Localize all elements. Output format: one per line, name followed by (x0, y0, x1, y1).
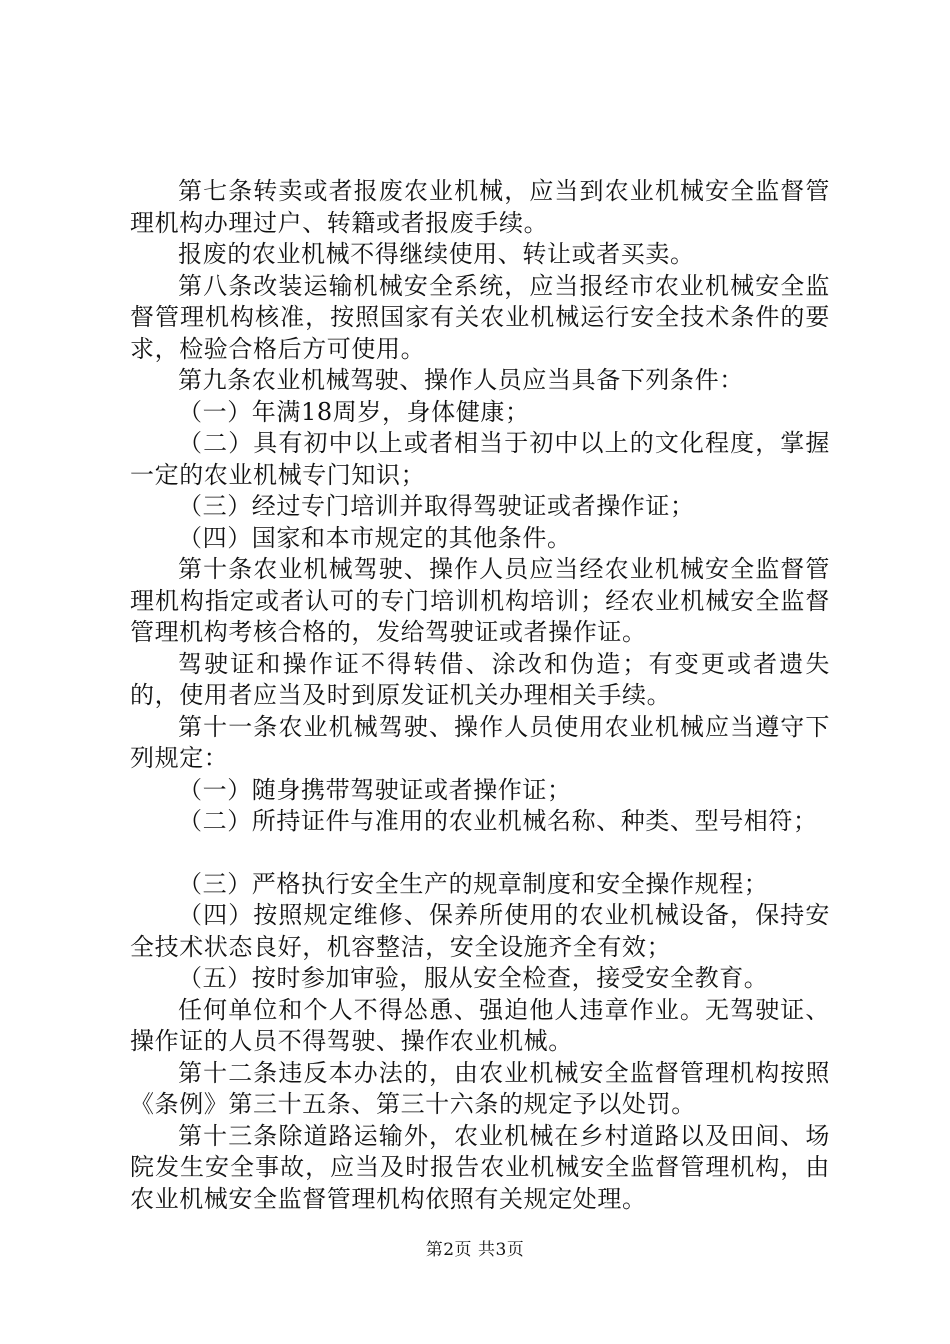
article-11-item-1: （一）随身携带驾驶证或者操作证； (178, 775, 572, 804)
article-9-item-3: （三）经过专门培训并取得驾驶证或者操作证； (178, 492, 695, 520)
license-rule-paragraph: 驾驶证和操作证不得转借、涂改和伪造；有变更或者遗失的，使用者应当及时到原发证机关办理相关手续。 (130, 649, 830, 709)
document-body (130, 176, 830, 1215)
article-10-paragraph: 第十条农业机械驾驶、操作人员应当经农业机械安全监督管理机构指定或者认可的专门培训机构培训；经农业机械安全监督管理机构考核合格的，发给驾驶证或者操作证。 (130, 555, 830, 646)
article-12-paragraph: 第十二条违反本办法的，由农业机械安全监督管理机构按照《条例》第三十五条、第三十六条的规定予以处罚。 (130, 1058, 830, 1118)
page-number-footer: 第2页 共3页 (425, 1240, 525, 1260)
article-11-item-4: （四）按照规定维修、保养所使用的农业机械设备，保持安全技术状态良好，机容整洁，安全设施齐全有效； (130, 901, 830, 961)
article-9-paragraph: 第九条农业机械驾驶、操作人员应当具备下列条件： (178, 366, 744, 394)
scrap-rule-paragraph: 报废的农业机械不得继续使用、转让或者买卖。 (178, 240, 695, 268)
prohibition-paragraph: 任何单位和个人不得怂恿、强迫他人违章作业。无驾驶证、操作证的人员不得驾驶、操作农业机械。 (130, 995, 830, 1055)
article-11-item-3: （三）严格执行安全生产的规章制度和安全操作规程； (178, 869, 769, 898)
article-11-item-2: （二）所持证件与准用的农业机械名称、种类、型号相符； (178, 807, 818, 835)
article-9-item-4: （四）国家和本市规定的其他条件。 (178, 523, 572, 552)
article-9-item-1: （一）年满18周岁，身体健康； (178, 397, 530, 426)
article-8-paragraph: 第八条改装运输机械安全系统，应当报经市农业机械安全监督管理机构核准，按照国家有关农业机械运行安全技术条件的要求，检验合格后方可使用。 (130, 271, 830, 363)
article-9-item-2: （二）具有初中以上或者相当于初中以上的文化程度，掌握一定的农业机械专门知识； (130, 429, 830, 489)
article-11-item-5: （五）按时参加审验，服从安全检查，接受安全教育。 (178, 964, 769, 992)
article-13-paragraph: 第十三条除道路运输外，农业机械在乡村道路以及田间、场院发生安全事故，应当及时报告农业机械安全监督管理机构，由农业机械安全监督管理机构依照有关规定处理。 (130, 1121, 830, 1213)
article-7-paragraph: 第七条转卖或者报废农业机械，应当到农业机械安全监督管理机构办理过户、转籍或者报废手续。 (130, 177, 830, 237)
article-11-paragraph: 第十一条农业机械驾驶、操作人员使用农业机械应当遵守下列规定： (130, 712, 830, 772)
